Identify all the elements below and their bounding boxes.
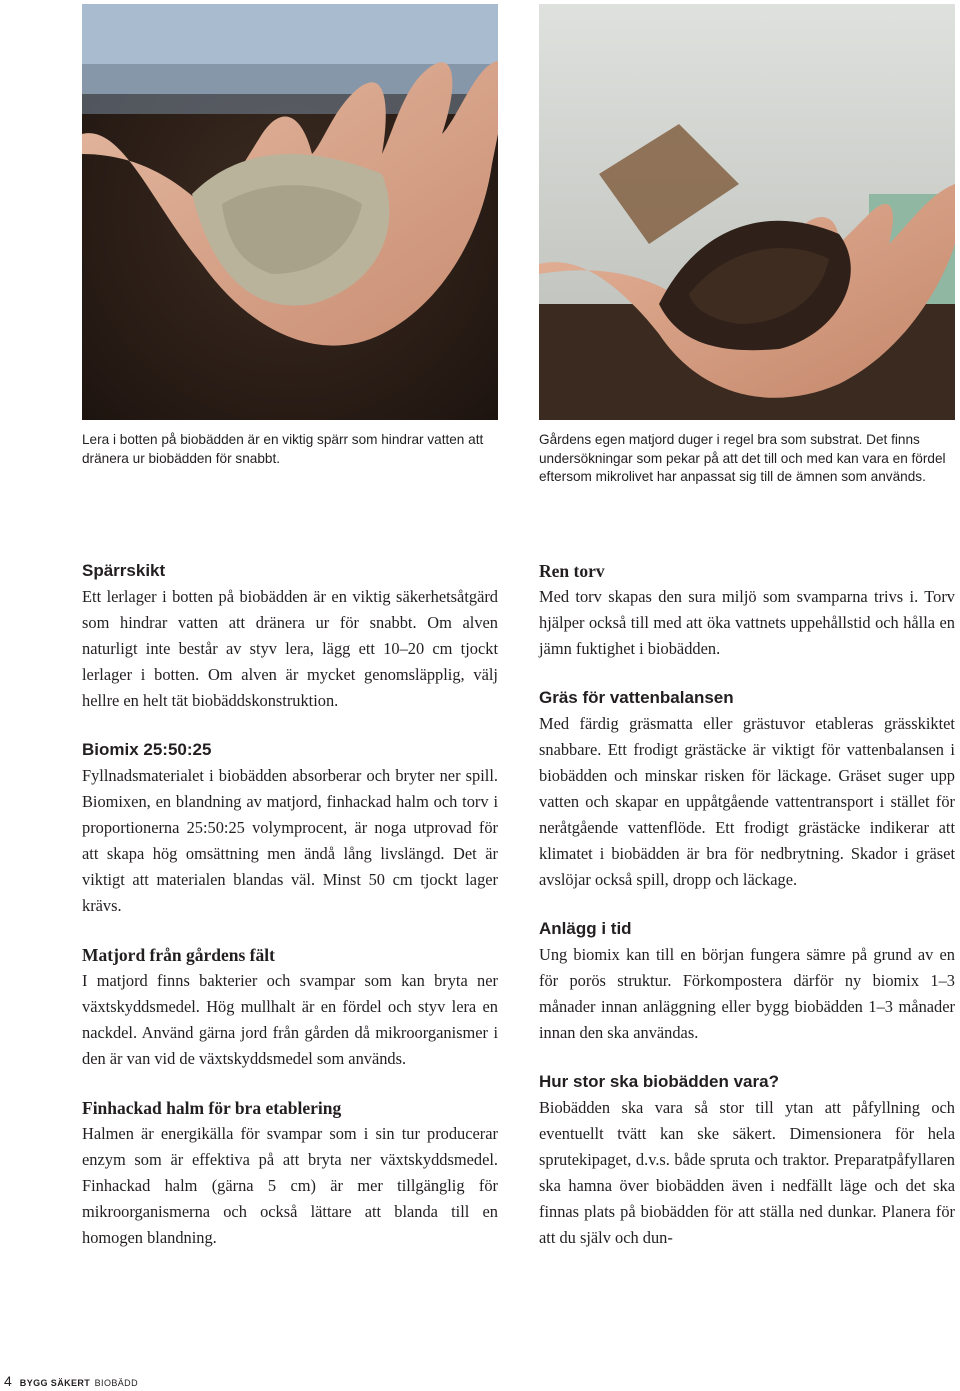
right-text-column (539, 558, 955, 1274)
page-footer (4, 1373, 138, 1391)
section-finhackad-halm (82, 1095, 498, 1251)
footer-brand: BYGG SÄKERT (19, 1378, 91, 1388)
photo-hand-with-topsoil (539, 4, 955, 420)
section-body: Ett lerlager i botten på biobädden är en viktig säkerhetsåtgärd som hindrar vatten att dränera ur för snabbt. Om alven naturligt inte består av styv lera, lägg ett 10–20 cm tjockt lerlager i botten. Om alven är mycket genomsläpplig, välj hellre en helt tät biobäddskonstruktion. (82, 587, 498, 710)
section-biomix (82, 737, 498, 919)
section-heading: Hur stor ska biobädden vara? (539, 1072, 779, 1091)
section-body: Ung biomix kan till en början fungera sämre på grund av en för porös struktur. Förkompostera därför ny biomix 1–3 månader innan anläggning eller bygg biobädden 1–3 månader innan den ska användas. (539, 945, 955, 1042)
section-heading: Finhackad halm för bra etablering (82, 1098, 342, 1118)
section-sparrskikt (82, 558, 498, 714)
footer-subtitle: BIOBÄDD (94, 1378, 138, 1388)
section-heading: Biomix 25:50:25 (82, 740, 212, 759)
photo-caption-left: Lera i botten på biobädden är en viktig spärr som hindrar vatten att dränera ur biobädden för snabbt. (82, 432, 484, 466)
section-body: I matjord finns bakterier och svampar som kan bryta ner växtskyddsmedel. Hög mullhalt är en fördel och styv lera en nackdel. Använd gärna jord från gården då mikroorganismer i den är van vid de växtskyddsmedel som används. (82, 971, 498, 1068)
photo-hand-with-clay (82, 4, 498, 420)
section-body: Biobädden ska vara så stor till ytan att påfyllning och eventuellt tvätt kan ske säkert. Dimensionera för hela sprutekipaget, d.v.s. både spruta och traktor. Preparatpåfyllaren ska hamna över biobädden även i nedfällt läge och det ska finnas plats på biobädden för att ställa ned dunkar. Planera för att du själv och dun- (539, 1098, 955, 1247)
section-heading: Anlägg i tid (539, 919, 632, 938)
section-body: Med torv skapas den sura miljö som svamparna trivs i. Torv hjälper också till med att öka vattnets uppehållstid och hålla en jämn fuktighet i biobädden. (539, 587, 955, 658)
left-text-column (82, 558, 498, 1274)
section-matjord (82, 942, 498, 1072)
section-heading: Gräs för vattenbalansen (539, 688, 734, 707)
section-gras (539, 685, 955, 893)
section-body: Fyllnadsmaterialet i biobädden absorberar och bryter ner spill. Biomixen, en blandning av matjord, finhackad halm och torv i proportionerna 25:50:25 volymprocent, är noga utprovad för att skapa hög omsättning men ändå lång livslängd. Det är viktigt att materialen blandas väl. Minst 50 cm tjockt lager krävs. (82, 766, 498, 915)
photo-caption-right: Gårdens egen matjord duger i regel bra som substrat. Det finns undersökningar som pekar på att det till och med kan vara en fördel eftersom mikrolivet har anpassat sig till de ämnen som används. (539, 432, 946, 484)
section-heading: Ren torv (539, 561, 605, 581)
section-hur-stor (539, 1069, 955, 1251)
section-ren-torv (539, 558, 955, 662)
section-heading: Spärrskikt (82, 561, 166, 580)
page-number: 4 (4, 1373, 12, 1389)
section-body: Halmen är energikälla för svampar som i sin tur producerar enzym som är effektiva på att bryta ner växtskyddsmedel. Finhackad halm (gärna 5 cm) är mer tillgänglig för mikroorganismerna och också lättare att blanda till en homogen blandning. (82, 1124, 498, 1247)
section-anlagg-i-tid (539, 916, 955, 1046)
section-heading: Matjord från gårdens fält (82, 945, 275, 965)
section-body: Med färdig gräsmatta eller grästuvor etableras grässkiktet snabbare. Ett frodigt grästäcke är viktigt för vattenbalansen i biobädden och minskar risken för läckage. Gräset suger upp vatten och skapar en uppåtgående vattentransport i stället för neråtgående vattenflöde. Ett frodigt grästäcke indikerar att klimatet i biobädden är bra för nedbrytning. Skador i gräset avslöjar också spill, dropp och läckage. (539, 714, 955, 889)
